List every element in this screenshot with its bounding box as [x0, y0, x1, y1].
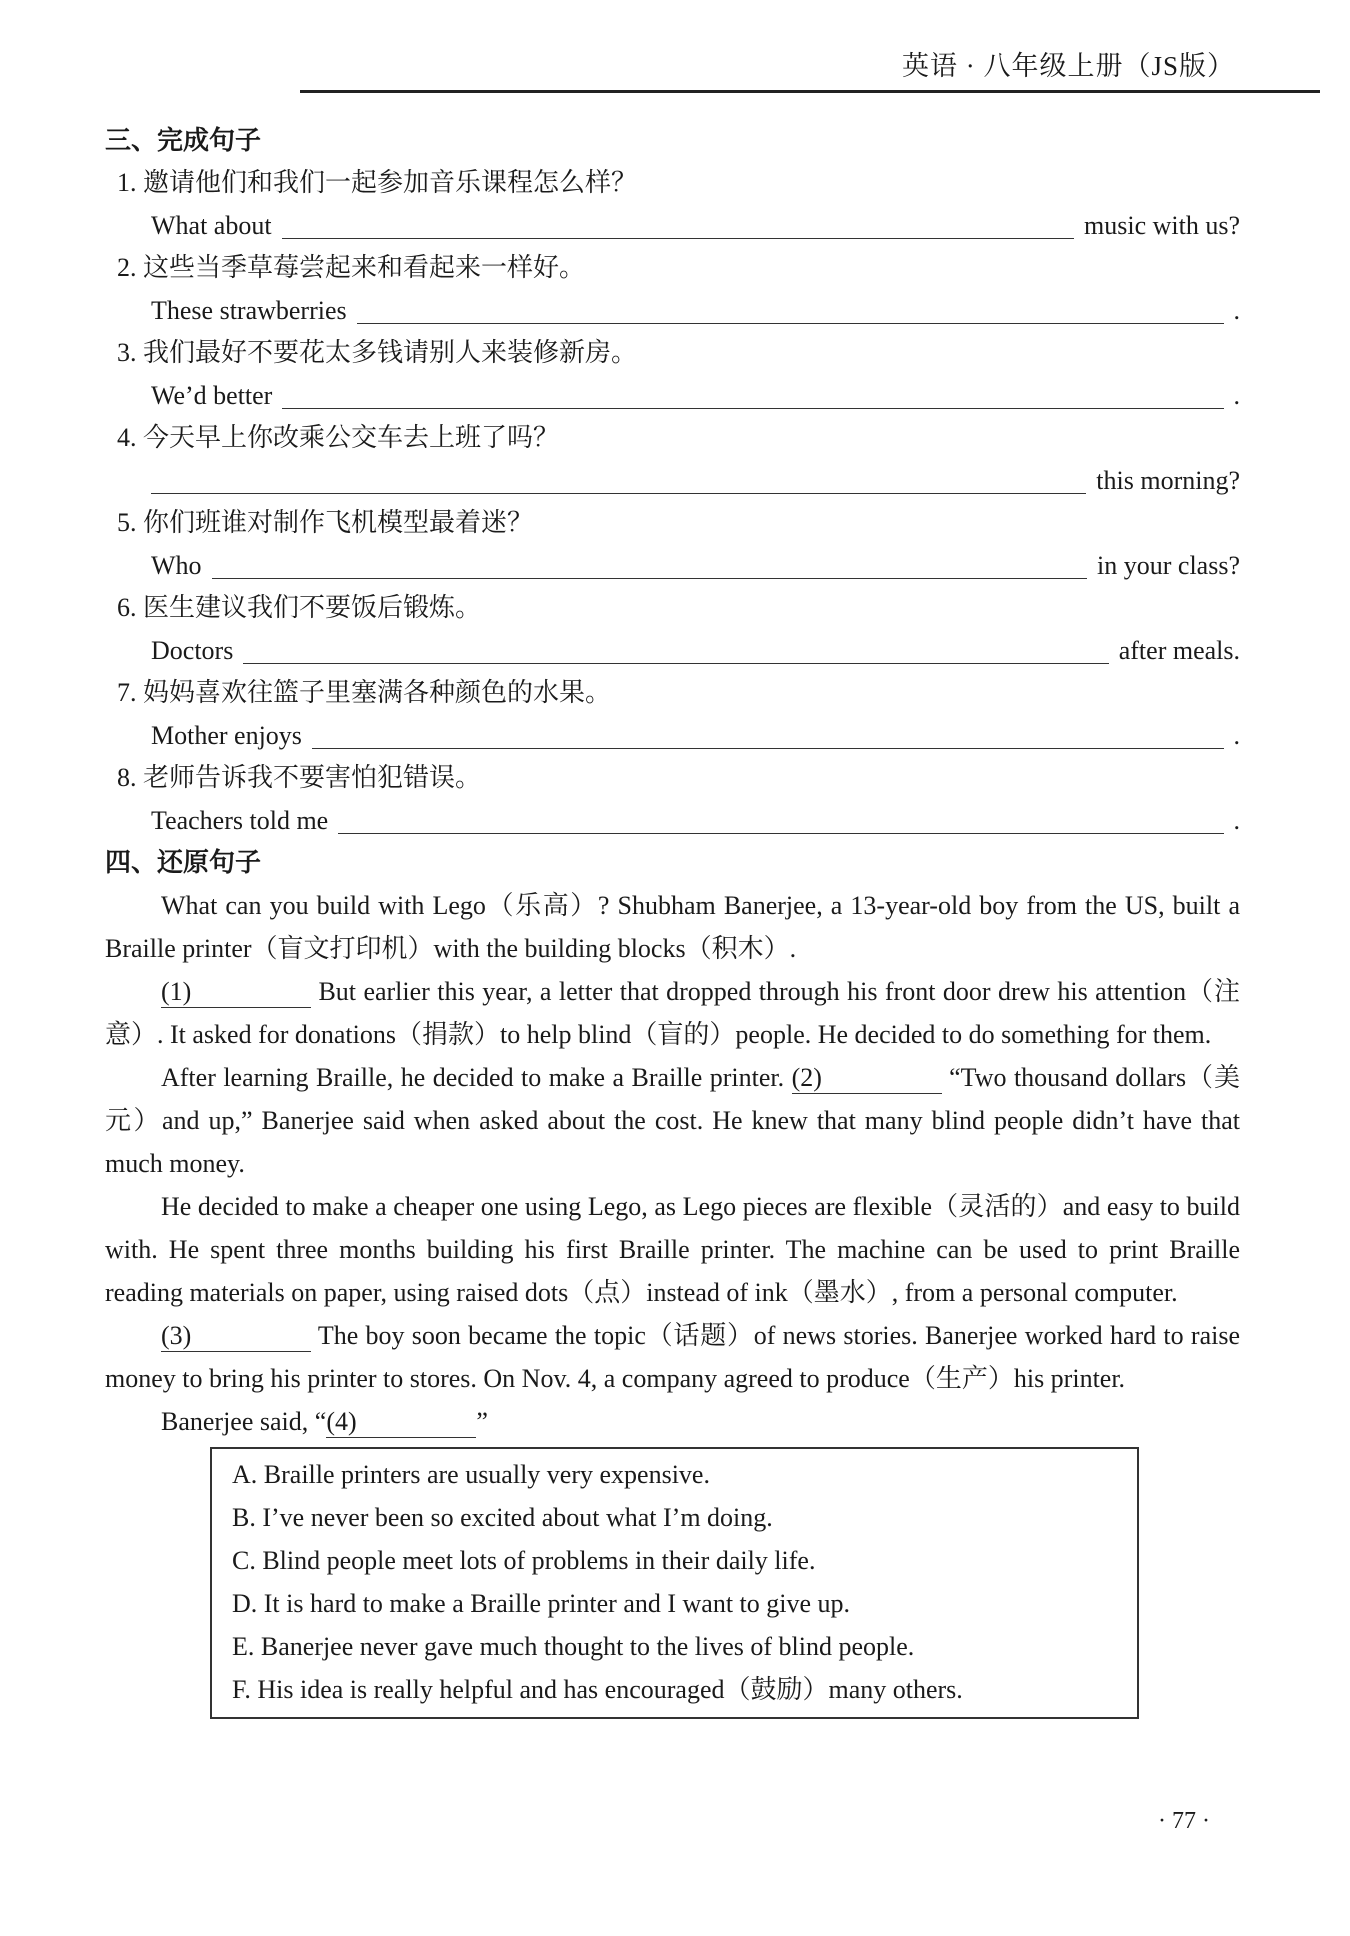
- page-content: [105, 120, 1240, 1719]
- question-8-chinese: 8. 老师告诉我不要害怕犯错误。: [117, 763, 482, 792]
- section-title-restore-sentences: 四、还原句子: [105, 848, 262, 878]
- question-3-chinese: 3. 我们最好不要花太多钱请别人来装修新房。: [117, 338, 638, 367]
- option-d: D. It is hard to make a Braille printer and I want to give up.: [232, 1589, 851, 1618]
- passage-paragraph: (1) But earlier this year, a letter that dropped through his front door drew his attention（注意）. It asked for donations（捐款）to help blind（盲的）people. He decided to do something for them.: [105, 977, 1240, 1049]
- option-c: C. Blind people meet lots of problems in their daily life.: [232, 1546, 816, 1575]
- sentence-start: Who: [151, 551, 202, 580]
- answer-blank[interactable]: [282, 208, 1074, 239]
- question-7-chinese: 7. 妈妈喜欢往篮子里塞满各种颜色的水果。: [117, 678, 612, 707]
- question-4-chinese: 4. 今天早上你改乘公交车去上班了吗？: [117, 423, 560, 452]
- sentence-end: .: [1233, 721, 1240, 750]
- sentence-end: .: [1233, 296, 1240, 325]
- sentence-start: These strawberries: [151, 296, 347, 325]
- sentence-start: We’d better: [151, 381, 273, 410]
- answer-blank[interactable]: [212, 548, 1087, 579]
- sentence-end: this morning?: [1096, 466, 1240, 495]
- sentence-end: .: [1233, 806, 1240, 835]
- passage-paragraph: He decided to make a cheaper one using Lego, as Lego pieces are flexible（灵活的）and easy to build with. He spent three months building his first Braille printer. The machine can be used to print Braille reading materials on paper, using raised dots（点）instead of ink（墨水）, from a personal computer.: [105, 1192, 1240, 1307]
- section-title-complete-sentences: 三、完成句子: [105, 126, 262, 156]
- question-8-english: [105, 799, 1240, 842]
- page-header: [300, 40, 1320, 93]
- question-2-chinese: 2. 这些当季草莓尝起来和看起来一样好。: [117, 253, 586, 282]
- answer-blank[interactable]: [338, 803, 1223, 834]
- question-1-chinese: 1. 邀请他们和我们一起参加音乐课程怎么样？: [117, 168, 638, 197]
- sentence-end: .: [1233, 381, 1240, 410]
- answer-blank[interactable]: [151, 463, 1086, 494]
- passage-paragraph: Banerjee said, “(4) ”: [161, 1407, 488, 1436]
- sentence-start: Mother enjoys: [151, 721, 302, 750]
- answer-blank-2[interactable]: (2): [792, 1063, 942, 1094]
- passage-paragraph: What can you build with Lego（乐高）? Shubham Banerjee, a 13-year-old boy from the US, built a Braille printer（盲文打印机）with the building blocks（积木）.: [105, 891, 1240, 963]
- answer-blank-1[interactable]: (1): [161, 977, 311, 1008]
- sentence-end: in your class?: [1097, 551, 1240, 580]
- question-3-english: [105, 374, 1240, 417]
- answer-blank[interactable]: [312, 718, 1224, 749]
- option-f: F. His idea is really helpful and has encouraged（鼓励）many others.: [232, 1675, 963, 1704]
- question-5-english: [105, 544, 1240, 587]
- answer-blank-4[interactable]: (4): [326, 1407, 476, 1438]
- sentence-start: Teachers told me: [151, 806, 329, 835]
- complete-sentences-list: [105, 162, 1240, 842]
- passage-paragraph: After learning Braille, he decided to make a Braille printer. (2) “Two thousand dollars（美元）and up,” Banerjee said when asked about the cost. He knew that many blind people didn’t have that much money.: [105, 1063, 1241, 1178]
- option-e: E. Banerjee never gave much thought to the lives of blind people.: [232, 1632, 915, 1661]
- question-2-english: [105, 289, 1240, 332]
- question-6-chinese: 6. 医生建议我们不要饭后锻炼。: [117, 593, 482, 622]
- question-6-english: [105, 629, 1240, 672]
- question-4-english: [105, 459, 1240, 502]
- sentence-start: Doctors: [151, 636, 234, 665]
- options-box: [210, 1447, 1139, 1719]
- option-a: A. Braille printers are usually very expensive.: [232, 1460, 710, 1489]
- sentence-end: after meals.: [1118, 636, 1240, 665]
- passage-paragraph: (3) The boy soon became the topic（话题）of news stories. Banerjee worked hard to raise money to bring his printer to stores. On Nov. 4, a company agreed to produce（生产）his printer.: [105, 1321, 1241, 1393]
- question-1-english: [105, 204, 1240, 247]
- option-b: B. I’ve never been so excited about what I’m doing.: [232, 1503, 773, 1532]
- book-title: 英语 · 八年级上册（JS版）: [901, 51, 1235, 81]
- question-7-english: [105, 714, 1240, 757]
- answer-blank[interactable]: [282, 378, 1223, 409]
- answer-blank[interactable]: [357, 293, 1224, 324]
- page-number: · 77 ·: [1158, 1808, 1210, 1834]
- sentence-end: music with us?: [1084, 211, 1240, 240]
- sentence-start: What about: [151, 211, 272, 240]
- question-5-chinese: 5. 你们班谁对制作飞机模型最着迷？: [117, 508, 534, 537]
- answer-blank[interactable]: [243, 633, 1108, 664]
- answer-blank-3[interactable]: (3): [161, 1321, 311, 1352]
